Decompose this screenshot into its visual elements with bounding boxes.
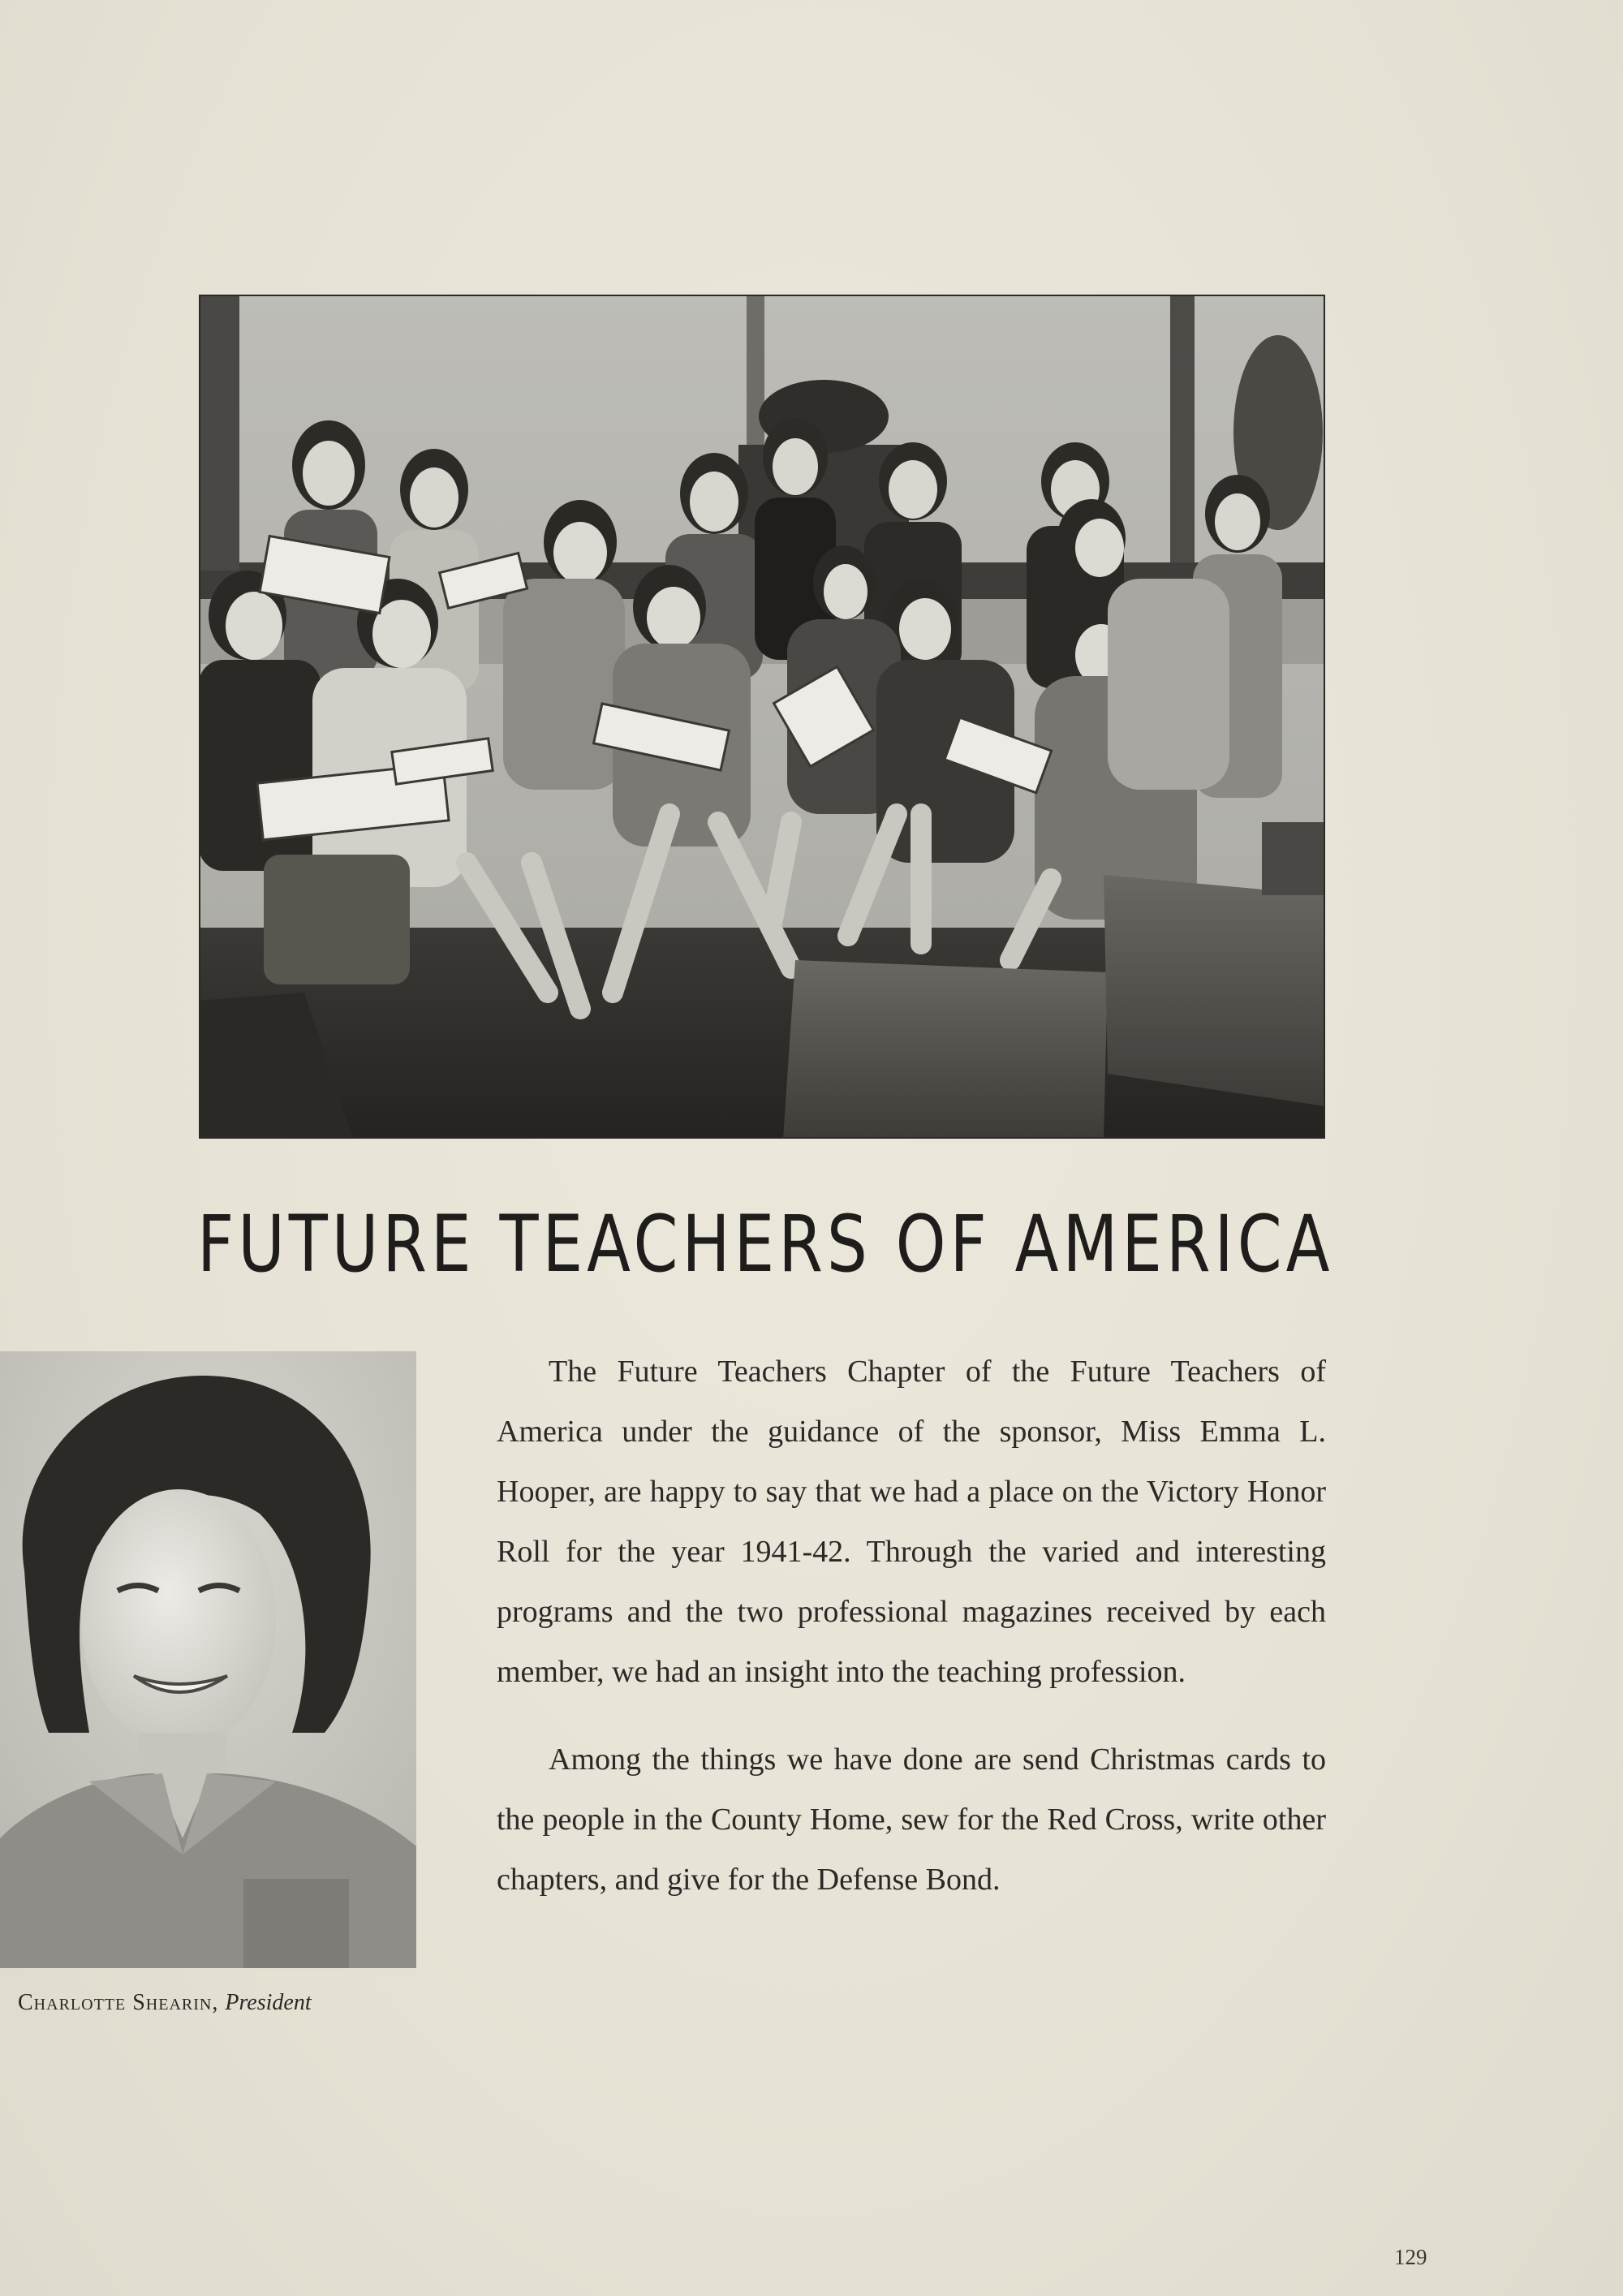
page-heading: FUTURE TEACHERS OF AMERICA	[197, 1199, 1334, 1290]
portrait-caption	[18, 1990, 399, 2016]
portrait-photo-image	[0, 1351, 416, 1968]
page-number: 129	[1394, 2245, 1427, 2269]
paragraph-2: Among the things we have done are send Christmas cards to the people in the County Home, sew for the Red Cross, write other chapters, and give for the Defense Bond.	[497, 1742, 1326, 1897]
group-photo	[199, 295, 1325, 1139]
caption-name: Charlotte Shearin,	[18, 1990, 219, 2015]
paragraph-1: The Future Teachers Chapter of the Future Teachers of America under the guidance of the sponsor, Miss Emma L. Hooper, are happy to say that we had a place on the Victory Honor Roll for the year 1941-42. Through the varied and interesting programs and the two professional magazines received by each member, we had an insight into the teaching profession.	[497, 1355, 1326, 1689]
body-text	[497, 1342, 1326, 1937]
caption-title: President	[225, 1990, 312, 2015]
group-photo-image	[199, 295, 1325, 1139]
portrait-photo	[0, 1351, 416, 1968]
